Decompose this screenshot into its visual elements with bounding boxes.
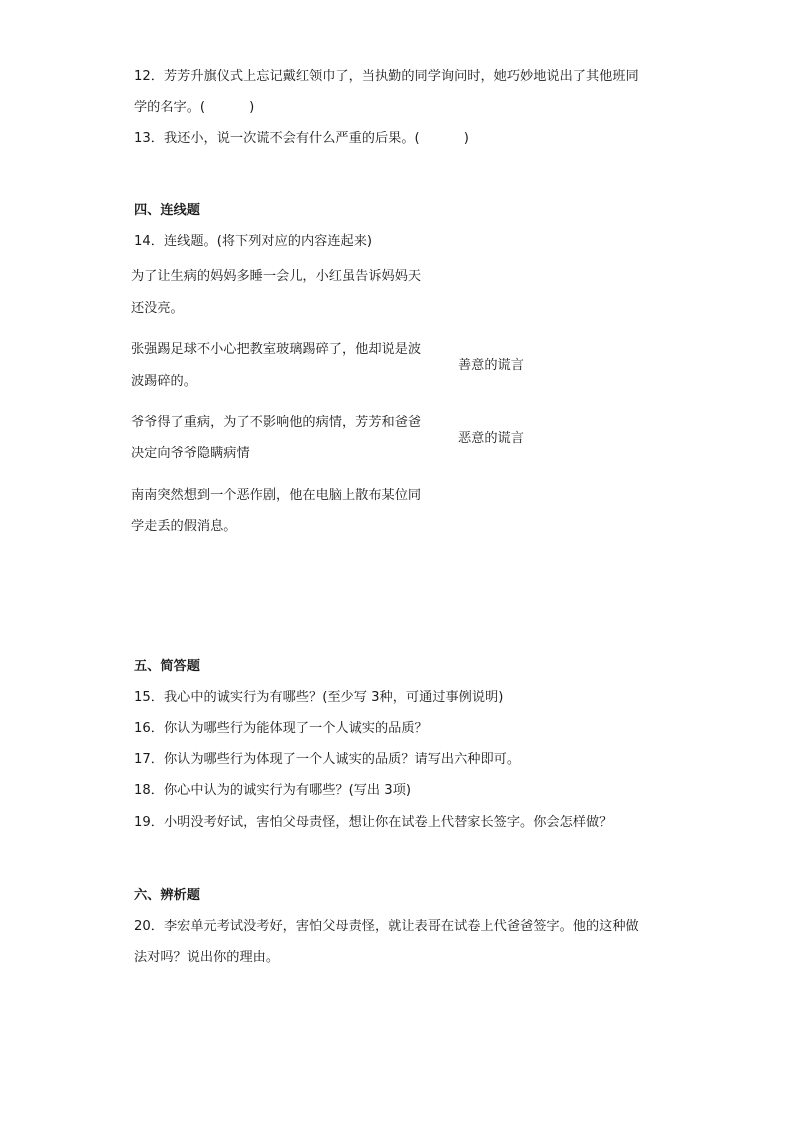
q19-text: 19．小明没考好试，害怕父母责怪，想让你在试卷上代替家长签字。你会怎样做？ (134, 815, 613, 830)
q14-left-2-line1[interactable]: 张强踢足球不小心把教室玻璃踢碎了，他却说是波 (131, 342, 422, 357)
q17-text: 17．你认为哪些行为体现了一个人诚实的品质？请写出六种即可。 (134, 752, 521, 767)
q12-line2 (134, 98, 254, 118)
q18-text: 18．你心中认为的诚实行为有哪些？(写出 3项) (134, 783, 412, 798)
section5-title: 五、简答题 (134, 659, 200, 674)
q12-close-paren: ) (249, 100, 255, 115)
q13-line (134, 129, 469, 149)
q16-text: 16．你认为哪些行为能体现了一个人诚实的品质？ (134, 721, 428, 736)
q14-prompt: 14．连线题。(将下列对应的内容连起来) (134, 234, 373, 249)
q14-right-2[interactable]: 恶意的谎言 (458, 431, 524, 446)
q14-left-1-line1[interactable]: 为了让生病的妈妈多睡一会儿，小红虽告诉妈妈天 (131, 269, 422, 284)
q14-right-1[interactable]: 善意的谎言 (458, 358, 524, 373)
section4-title: 四、连线题 (134, 203, 200, 218)
q14-left-1-line2[interactable]: 还没亮。 (131, 301, 184, 316)
q14-left-4-line1[interactable]: 南南突然想到一个恶作剧，他在电脑上散布某位同 (131, 488, 422, 503)
q14-left-4-line2[interactable]: 学走丢的假消息。 (131, 519, 237, 534)
q14-left-2-line2[interactable]: 波踢碎的。 (131, 374, 197, 389)
q13-close-paren: ) (463, 131, 469, 146)
q14-left-3-line1[interactable]: 爷爷得了重病，为了不影响他的病情，芳芳和爸爸 (131, 415, 422, 430)
q12-line2-text: 学的名字。( (134, 100, 206, 115)
q13-text: 13．我还小，说一次谎不会有什么严重的后果。( (134, 131, 420, 146)
q20-line2: 法对吗？说出你的理由。 (134, 950, 280, 965)
section6-title: 六、辨析题 (134, 888, 200, 903)
q15-text: 15．我心中的诚实行为有哪些？(至少写 3种，可通过事例说明) (134, 690, 504, 705)
q20-line1: 20．李宏单元考试没考好，害怕父母责怪，就让表哥在试卷上代爸爸签字。他的这种做 (134, 919, 639, 934)
q14-left-3-line2[interactable]: 决定向爷爷隐瞒病情 (131, 446, 250, 461)
q12-line1: 12．芳芳升旗仪式上忘记戴红领巾了，当执勤的同学询问时，她巧妙地说出了其他班同 (134, 69, 639, 84)
